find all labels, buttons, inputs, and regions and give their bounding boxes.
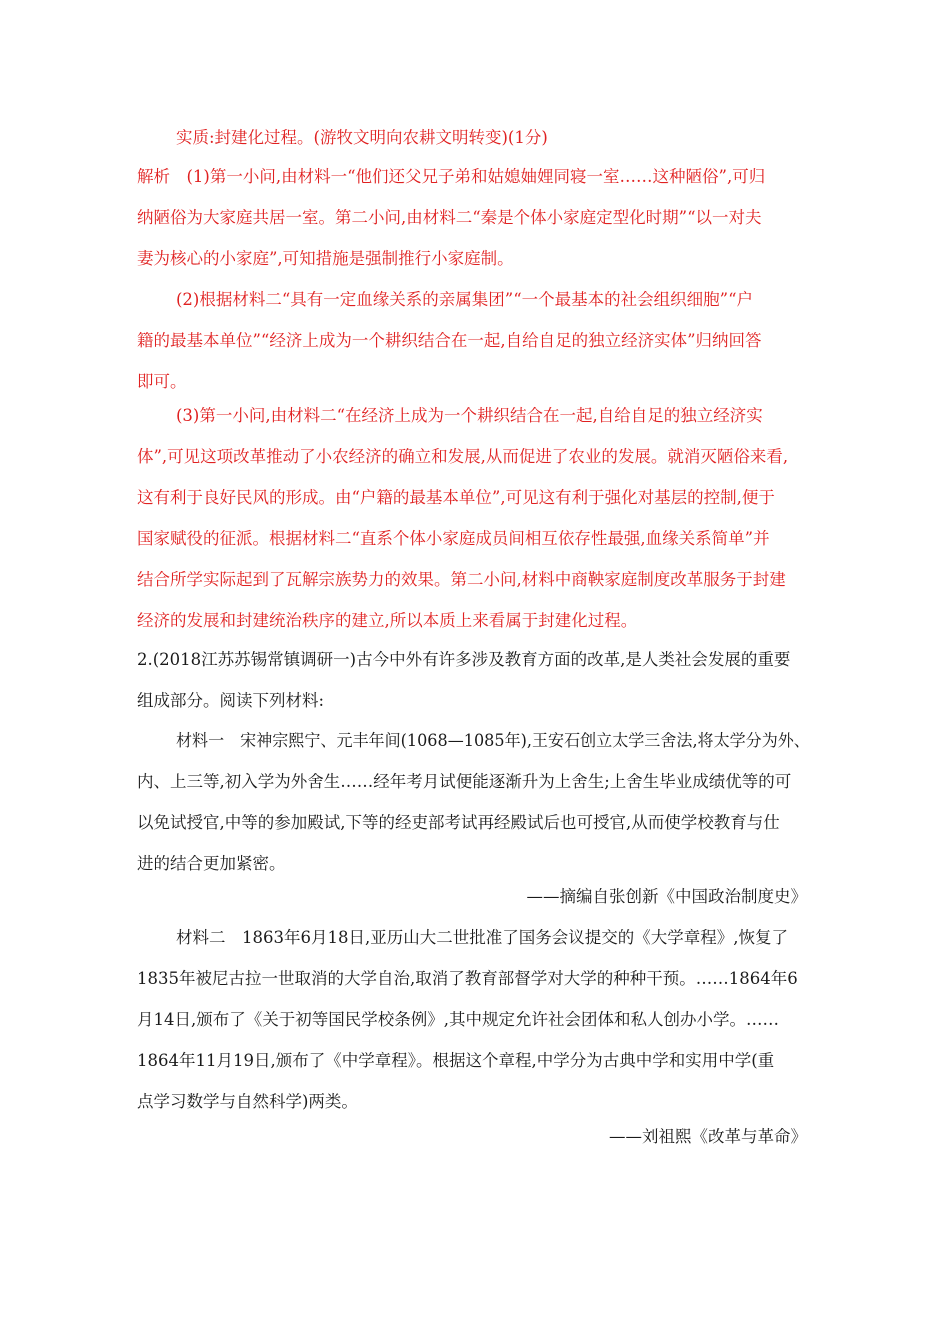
material-line: 1864年11月19日,颁布了《中学章程》。根据这个章程,中学分为古典中学和实用中学(重 [137,1051,775,1070]
analysis-line: 国家赋役的征派。根据材料二“直系个体小家庭成员间相互依存性最强,血缘关系简单”并 [137,529,770,548]
analysis-line: 体”,可见这项改革推动了小农经济的确立和发展,从而促进了农业的发展。就消灭陋俗来看, [137,447,789,466]
material-line: 点学习数学与自然科学)两类。 [137,1092,358,1111]
analysis-line: 经济的发展和封建统治秩序的建立,所以本质上来看属于封建化过程。 [137,611,638,630]
analysis-line: 解析 (1)第一小问,由材料一“他们还父兄子弟和姑媳妯娌同寝一室……这种陋俗”,可归 [137,167,766,186]
material-line: 月14日,颁布了《关于初等国民学校条例》,其中规定允许社会团体和私人创办小学。…… [137,1010,779,1029]
material-line: 材料一 宋神宗熙宁、元丰年间(1068—1085年),王安石创立太学三舍法,将太学分为外、 [176,731,810,750]
analysis-line: (2)根据材料二“具有一定血缘关系的亲属集团”“一个最基本的社会组织细胞”“户 [176,290,754,309]
question-line: 组成部分。阅读下列材料: [137,691,325,710]
analysis-line: 籍的最基本单位”“经济上成为一个耕织结合在一起,自给自足的独立经济实体”归纳回答 [137,331,762,350]
material-line: 1835年被尼古拉一世取消的大学自治,取消了教育部督学对大学的种种干预。……1864年6 [137,969,798,988]
question-line: 2.(2018江苏苏锡常镇调研一)古今中外有许多涉及教育方面的改革,是人类社会发展的重要 [137,650,791,669]
material-2-source: ——刘祖熙《改革与革命》 [609,1127,807,1146]
analysis-line: (3)第一小问,由材料二“在经济上成为一个耕织结合在一起,自给自足的独立经济实 [176,406,763,425]
answer-essence-line: 实质:封建化过程。(游牧文明向农耕文明转变)(1分) [176,128,548,147]
analysis-line: 结合所学实际起到了瓦解宗族势力的效果。第二小问,材料中商鞅家庭制度改革服务于封建 [137,570,786,589]
analysis-line: 纳陋俗为大家庭共居一室。第二小问,由材料二“秦是个体小家庭定型化时期”“以一对夫 [137,208,762,227]
analysis-line: 即可。 [137,372,187,391]
material-line: 进的结合更加紧密。 [137,854,286,873]
material-1-source: ——摘编自张创新《中国政治制度史》 [526,887,807,906]
material-line: 内、上三等,初入学为外舍生……经年考月试便能逐渐升为上舍生;上舍生毕业成绩优等的可 [137,772,792,791]
analysis-line: 这有利于良好民风的形成。由“户籍的最基本单位”,可见这有利于强化对基层的控制,便于 [137,488,775,507]
material-line: 以免试授官,中等的参加殿试,下等的经吏部考试再经殿试后也可授官,从而使学校教育与仕 [137,813,780,832]
analysis-line: 妻为核心的小家庭”,可知措施是强制推行小家庭制。 [137,249,514,268]
material-line: 材料二 1863年6月18日,亚历山大二世批准了国务会议提交的《大学章程》,恢复了 [176,928,788,947]
